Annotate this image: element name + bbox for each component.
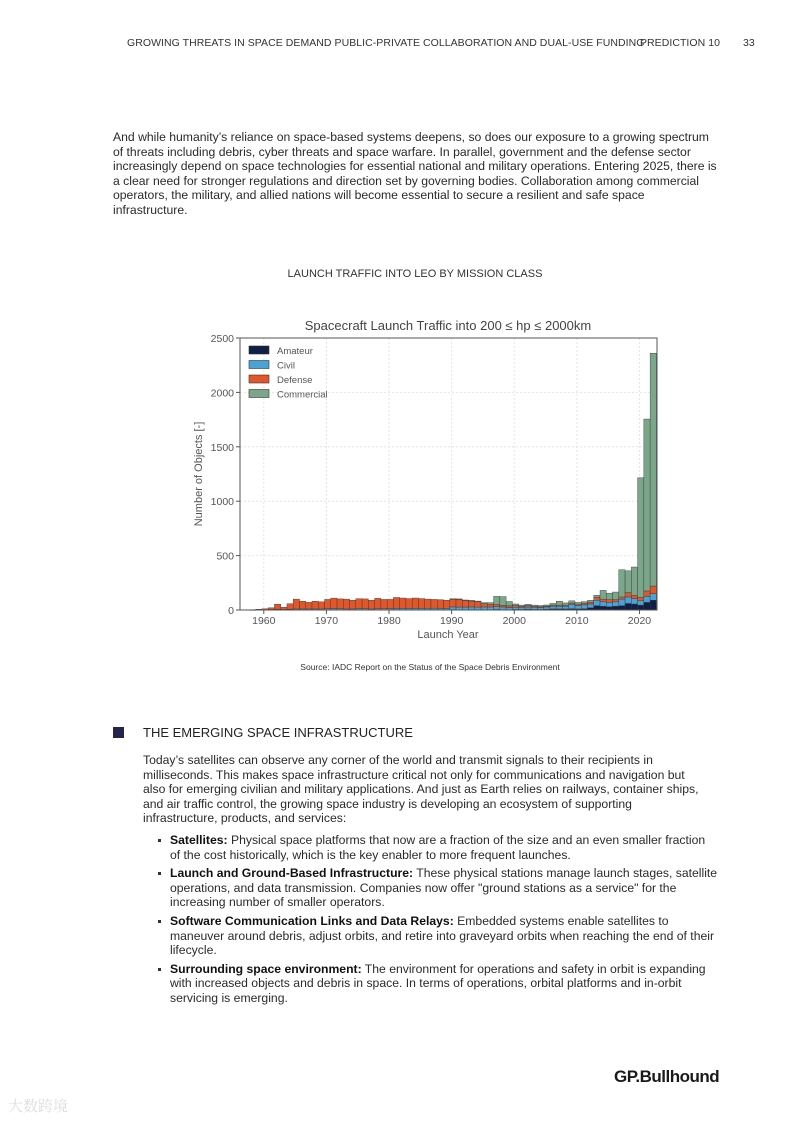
- legend-swatch-civil: [249, 361, 269, 369]
- bar-commercial: [500, 597, 506, 606]
- bar-commercial: [556, 601, 562, 605]
- y-tick-label: 2500: [210, 333, 234, 345]
- bar-defense: [318, 602, 324, 609]
- x-tick-label: 1990: [439, 615, 464, 627]
- bar-defense: [293, 599, 299, 609]
- bar-defense: [625, 593, 631, 597]
- bar-amateur: [638, 605, 644, 610]
- bar-defense: [337, 599, 343, 609]
- x-tick-label: 2020: [627, 615, 652, 627]
- bar-defense: [650, 586, 656, 594]
- bar-commercial: [544, 605, 550, 606]
- bar-commercial: [606, 593, 612, 600]
- x-tick-label: 2010: [565, 615, 589, 627]
- bar-commercial: [494, 596, 500, 604]
- list-item-term: Launch and Ground-Based Infrastructure:: [170, 866, 414, 881]
- bar-defense: [638, 597, 644, 600]
- bar-civil: [575, 606, 581, 609]
- bar-civil: [512, 607, 518, 609]
- x-axis-label: Launch Year: [417, 629, 479, 641]
- list-item-term: Satellites:: [170, 833, 228, 847]
- chart-title: Spacecraft Launch Traffic into 200 ≤ hp ≤ 2000km: [304, 318, 592, 333]
- bar-defense: [312, 601, 318, 609]
- bar-defense: [606, 600, 612, 603]
- bar-defense: [287, 604, 293, 609]
- bar-civil: [537, 607, 543, 609]
- running-header-prediction: PREDICTION 10: [640, 37, 720, 49]
- bar-defense: [400, 598, 406, 608]
- bar-civil: [606, 602, 612, 606]
- bar-amateur: [625, 603, 631, 610]
- bar-civil: [494, 607, 500, 610]
- list-item: [158, 866, 718, 910]
- bar-commercial: [594, 595, 600, 597]
- bar-defense: [331, 598, 337, 608]
- bar-defense: [500, 605, 506, 607]
- bar-civil: [625, 597, 631, 604]
- list-item-text: Physical space platforms that now are a fraction of the size and an even smaller fraction of the cost historically, which is the key enabler to more frequent launches.: [170, 833, 706, 862]
- bar-commercial: [519, 605, 525, 606]
- bar-defense: [456, 599, 462, 607]
- bar-civil: [556, 606, 562, 609]
- bar-commercial: [512, 604, 518, 606]
- bar-commercial: [581, 602, 587, 604]
- bar-commercial: [569, 601, 575, 603]
- bar-commercial: [631, 567, 637, 595]
- gp-bullhound-logo: GP.Bullhound: [614, 1067, 720, 1086]
- bar-civil: [456, 607, 462, 610]
- bar-defense: [325, 599, 331, 608]
- section-heading: THE EMERGING SPACE INFRASTRUCTURE: [143, 725, 413, 740]
- bar-defense: [613, 600, 619, 602]
- bar-commercial: [525, 604, 531, 605]
- list-item-text: Embedded systems enable satellites to maneuver around debris, adjust orbits, and retire into graveyard orbits when reaching the end of their lifecycle.: [170, 913, 715, 958]
- watermark: 大数跨境: [8, 1098, 69, 1115]
- x-tick-label: 1960: [252, 615, 276, 627]
- bar-amateur: [600, 606, 606, 610]
- bar-defense: [281, 607, 287, 609]
- bar-defense: [299, 601, 305, 609]
- section-marker: [113, 727, 124, 738]
- y-axis-label: Number of Objects [-]: [193, 421, 205, 527]
- bar-defense: [412, 598, 418, 608]
- bar-commercial: [475, 601, 481, 602]
- bar-civil: [519, 607, 525, 609]
- bar-defense: [418, 599, 424, 609]
- bar-civil: [506, 607, 512, 609]
- bar-commercial: [600, 590, 606, 599]
- bar-defense: [588, 602, 594, 604]
- bar-defense: [581, 603, 587, 605]
- bar-defense: [462, 601, 468, 608]
- legend-swatch-commercial: [249, 390, 269, 398]
- bar-commercial: [638, 478, 644, 598]
- bar-defense: [387, 599, 393, 608]
- bar-civil: [619, 599, 625, 606]
- bar-defense: [268, 608, 274, 610]
- bar-defense: [644, 591, 650, 596]
- bar-commercial: [462, 600, 468, 601]
- bar-commercial: [487, 603, 493, 605]
- bar-commercial: [456, 599, 462, 600]
- y-tick-label: 0: [228, 605, 234, 617]
- list-item: [158, 914, 718, 958]
- bar-defense: [306, 602, 312, 609]
- bar-civil: [631, 599, 637, 604]
- bar-civil: [550, 606, 556, 609]
- bar-commercial: [550, 603, 556, 605]
- bar-defense: [506, 606, 512, 608]
- bar-defense: [469, 601, 475, 607]
- list-item-term: Surrounding space environment:: [170, 961, 362, 976]
- bar-commercial: [531, 605, 537, 606]
- bar-civil: [462, 607, 468, 610]
- bar-defense: [450, 599, 456, 607]
- y-tick-label: 1500: [210, 441, 234, 454]
- bar-defense: [393, 597, 399, 608]
- bar-commercial: [506, 602, 512, 606]
- bar-civil: [481, 607, 487, 610]
- bar-civil: [500, 607, 506, 610]
- bar-commercial: [588, 600, 594, 602]
- bar-civil: [450, 607, 456, 610]
- section-body: Today’s satellites can observe any corner of the world and transmit signals to their recipients in milliseconds. This makes space infrastructure critical not only for communications and navigation but also for emerging civilian and military applications. And just as Earth relies on railways, container ships, and air traffic control, the growing space industry is developing an ecosystem of supporting infrastructure, products, and services:: [143, 753, 699, 826]
- bar-civil: [581, 605, 587, 609]
- bar-civil: [644, 596, 650, 602]
- bar-commercial: [537, 606, 543, 607]
- legend-swatch-amateur: [249, 346, 269, 354]
- bar-civil: [650, 594, 656, 601]
- bar-commercial: [613, 592, 619, 600]
- figure-caption: LAUNCH TRAFFIC INTO LEO BY MISSION CLASS: [287, 268, 543, 280]
- y-tick-label: 500: [216, 550, 234, 563]
- intro-paragraph: And while humanity’s reliance on space-based systems deepens, so does our exposure to a growing spectrum of threats including debris, cyber threats and space warfare. In parallel, government and the defense sector increasingly depend on space technologies for essential national and military operations. Entering 2025, there is a clear need for stronger regulations and direction set by governing bodies. Collaboration among commercial operators, the military, and allied nations will become essential to secure a resilient and safe space infrastructure.: [113, 130, 717, 217]
- bar-civil: [525, 607, 531, 609]
- bar-defense: [381, 599, 387, 608]
- bar-defense: [600, 599, 606, 602]
- launch-traffic-chart: [185, 310, 675, 650]
- list-item-text: The environment for operations and safety in orbit is expanding with increased objects and debris in space. In terms of operations, orbital platforms and in-orbit servicing is emerging.: [170, 961, 706, 1005]
- bar-civil: [475, 607, 481, 610]
- bar-commercial: [650, 353, 656, 586]
- bar-amateur: [650, 600, 656, 610]
- legend-label-defense: Defense: [277, 375, 313, 386]
- bar-defense: [368, 600, 374, 609]
- x-tick-label: 2000: [502, 615, 526, 627]
- bar-amateur: [644, 602, 650, 610]
- bar-defense: [431, 599, 437, 608]
- list-item-text: These physical stations manage launch stages, satellite operations, and data transmission. Companies now offer "ground stations as a service" for the increasing number of smaller operators.: [170, 866, 718, 910]
- bar-amateur: [594, 606, 600, 610]
- bar-defense: [481, 604, 487, 607]
- bar-civil: [544, 607, 550, 609]
- bar-commercial: [450, 599, 456, 600]
- bar-amateur: [619, 606, 625, 610]
- bar-commercial: [625, 571, 631, 593]
- bar-defense: [631, 595, 637, 598]
- bar-civil: [638, 601, 644, 605]
- bar-defense: [274, 604, 280, 609]
- bar-defense: [494, 605, 500, 607]
- bar-commercial: [562, 603, 568, 605]
- infrastructure-list: [158, 833, 718, 1010]
- y-tick-label: 1000: [210, 496, 234, 509]
- bar-commercial: [575, 602, 581, 604]
- x-tick-label: 1980: [377, 615, 401, 627]
- bar-defense: [362, 599, 368, 609]
- bar-defense: [475, 602, 481, 607]
- bar-civil: [569, 604, 575, 608]
- list-item: [158, 833, 718, 862]
- bar-defense: [343, 599, 349, 609]
- bar-commercial: [481, 603, 487, 604]
- running-header-title: GROWING THREATS IN SPACE DEMAND PUBLIC-PRIVATE COLLABORATION AND DUAL-USE FUNDING: [127, 37, 645, 49]
- bar-amateur: [613, 606, 619, 610]
- bar-civil: [487, 607, 493, 610]
- list-item: [158, 962, 718, 1006]
- page-number: 33: [743, 37, 755, 49]
- bar-defense: [406, 599, 412, 609]
- bar-defense: [487, 604, 493, 607]
- bar-civil: [469, 607, 475, 610]
- x-tick-label: 1970: [314, 615, 339, 627]
- legend-label-amateur: Amateur: [277, 346, 313, 357]
- y-tick-label: 2000: [210, 387, 234, 400]
- legend-label-commercial: Commercial: [277, 389, 328, 401]
- list-item-term: Software Communication Links and Data Relays:: [170, 913, 454, 928]
- bar-defense: [375, 598, 381, 608]
- bar-civil: [594, 600, 600, 605]
- bar-commercial: [469, 600, 475, 601]
- figure-source: Source: IADC Report on the Status of the Space Debris Environment: [300, 662, 560, 672]
- bar-civil: [613, 602, 619, 606]
- bar-defense: [437, 600, 443, 609]
- bar-civil: [600, 602, 606, 606]
- bar-defense: [594, 597, 600, 600]
- bar-commercial: [619, 570, 625, 597]
- bar-amateur: [631, 604, 637, 610]
- bar-defense: [350, 600, 356, 609]
- bar-defense: [619, 597, 625, 599]
- bar-defense: [512, 606, 518, 608]
- bar-defense: [356, 599, 362, 609]
- bar-commercial: [644, 419, 650, 591]
- bar-defense: [425, 599, 431, 608]
- bar-civil: [562, 606, 568, 609]
- bar-civil: [588, 604, 594, 608]
- bar-defense: [443, 600, 449, 608]
- legend-label-civil: Civil: [277, 360, 295, 372]
- bar-civil: [531, 607, 537, 609]
- legend-swatch-defense: [249, 375, 269, 383]
